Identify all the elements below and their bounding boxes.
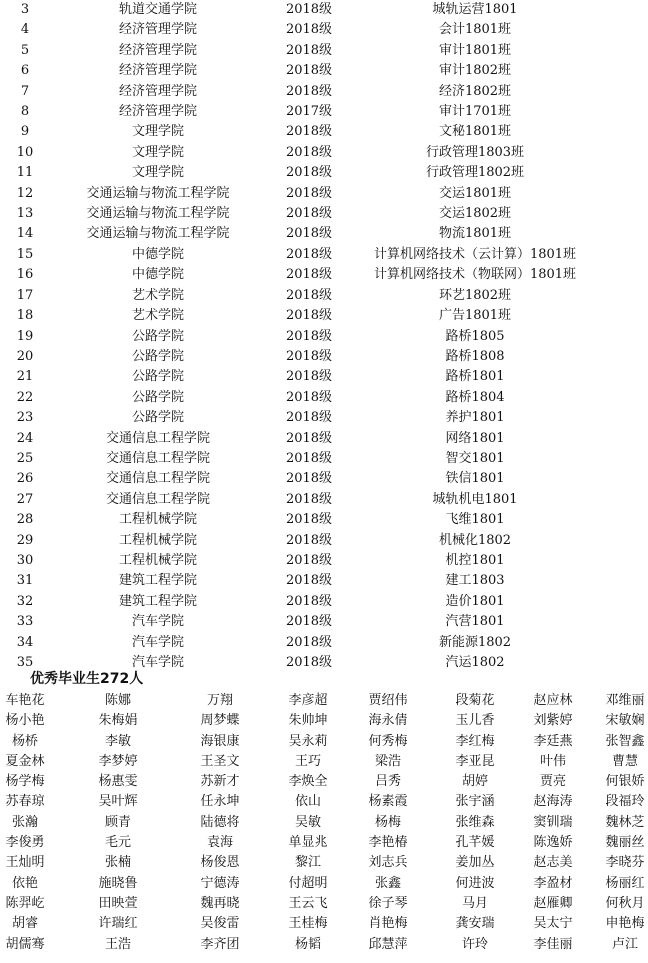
graduate-name: 曹慧 xyxy=(611,753,638,769)
grade: 2018级 xyxy=(285,450,333,466)
row-number: 10 xyxy=(16,144,34,160)
name-row xyxy=(0,772,648,792)
class-name: 铁信1801 xyxy=(445,471,505,487)
table-row xyxy=(0,531,648,551)
table-row xyxy=(0,245,648,265)
table-row xyxy=(0,490,648,510)
name-row xyxy=(0,813,648,833)
table-row xyxy=(0,102,648,122)
name-row xyxy=(0,874,648,894)
graduate-name: 杨小艳 xyxy=(5,713,45,729)
table-row xyxy=(0,122,648,142)
table-row xyxy=(0,571,648,591)
class-name: 交运1801班 xyxy=(438,185,512,201)
row-number: 17 xyxy=(16,287,34,303)
graduate-name: 吴叶辉 xyxy=(98,794,138,810)
graduate-name: 吴永莉 xyxy=(288,733,328,749)
graduate-name: 吴敏 xyxy=(294,814,321,830)
graduate-name: 肖艳梅 xyxy=(368,916,408,932)
grade: 2018级 xyxy=(285,206,333,222)
class-name: 养护1801 xyxy=(445,410,505,426)
graduate-name: 吴太宁 xyxy=(533,916,573,932)
row-number: 18 xyxy=(16,308,34,324)
graduate-name: 杨学梅 xyxy=(5,774,45,790)
graduate-name: 梁浩 xyxy=(374,753,401,769)
graduate-name: 王浩 xyxy=(104,936,131,952)
table-row xyxy=(0,633,648,653)
class-name: 物流1801班 xyxy=(438,226,512,242)
table-row xyxy=(0,82,648,102)
grade: 2018级 xyxy=(285,389,333,405)
graduate-name: 黎江 xyxy=(294,855,321,871)
college-name: 交通信息工程学院 xyxy=(105,430,210,446)
graduate-name: 依山 xyxy=(294,794,321,810)
table-row xyxy=(0,204,648,224)
table-row xyxy=(0,612,648,632)
class-name: 路桥1808 xyxy=(445,348,505,364)
graduate-name: 姜加丛 xyxy=(455,855,495,871)
grade: 2018级 xyxy=(285,246,333,262)
graduate-name: 周梦蝶 xyxy=(200,713,240,729)
graduate-name: 吕秀 xyxy=(374,774,401,790)
graduate-name: 李俊勇 xyxy=(5,835,45,851)
college-name: 轨道交通学院 xyxy=(118,2,197,17)
graduate-name: 段菊花 xyxy=(455,693,495,708)
college-name: 工程机械学院 xyxy=(118,532,197,548)
class-name: 路桥1804 xyxy=(445,389,505,405)
graduate-name: 苏新才 xyxy=(200,774,240,790)
table-row xyxy=(0,551,648,571)
row-number: 31 xyxy=(16,573,34,589)
grade: 2018级 xyxy=(285,124,333,140)
graduate-name: 刘紫婷 xyxy=(533,713,573,729)
grade: 2018级 xyxy=(285,2,333,17)
class-name: 智交1801 xyxy=(445,450,505,466)
graduate-name: 吴俊雷 xyxy=(200,916,240,932)
college-name: 汽车学院 xyxy=(131,655,184,670)
college-name: 汽车学院 xyxy=(131,634,184,650)
grade: 2018级 xyxy=(285,532,333,548)
table-row xyxy=(0,163,648,183)
graduate-name: 徐子琴 xyxy=(368,895,408,911)
class-name: 路桥1805 xyxy=(445,328,505,344)
grade: 2018级 xyxy=(285,573,333,589)
college-name: 工程机械学院 xyxy=(118,552,197,568)
grade: 2018级 xyxy=(285,308,333,324)
row-number: 29 xyxy=(16,532,34,548)
college-name: 经济管理学院 xyxy=(118,22,197,38)
grade: 2018级 xyxy=(285,22,333,38)
graduate-name: 李盈材 xyxy=(533,875,573,891)
grade: 2018级 xyxy=(285,369,333,385)
college-name: 艺术学院 xyxy=(131,287,184,303)
grade: 2018级 xyxy=(285,63,333,79)
graduate-name: 王巧 xyxy=(294,753,321,769)
graduate-name: 李齐团 xyxy=(200,936,240,952)
graduate-name: 魏丽丝 xyxy=(605,835,645,851)
graduate-name: 何秋月 xyxy=(605,895,645,911)
row-number: 5 xyxy=(20,42,30,58)
college-name: 公路学院 xyxy=(131,348,184,364)
row-number: 13 xyxy=(16,206,34,222)
graduate-name: 胡儒骞 xyxy=(5,936,45,952)
table-row xyxy=(0,510,648,530)
class-name: 行政管理1802班 xyxy=(425,165,525,181)
college-name: 经济管理学院 xyxy=(118,63,197,79)
college-name: 中德学院 xyxy=(131,267,184,283)
graduate-name: 顾青 xyxy=(104,814,131,830)
section-title: 优秀毕业生272人 xyxy=(30,671,144,687)
table-row xyxy=(0,327,648,347)
grade: 2018级 xyxy=(285,42,333,58)
table-row xyxy=(0,184,648,204)
table-row xyxy=(0,0,648,20)
graduate-name: 段福玲 xyxy=(605,794,645,810)
grade: 2018级 xyxy=(285,83,333,99)
class-name: 计算机网络技术（物联网）1801班 xyxy=(373,267,577,283)
graduate-name: 李焕全 xyxy=(288,774,328,790)
row-number: 16 xyxy=(16,267,34,283)
college-name: 交通信息工程学院 xyxy=(105,491,210,507)
table-row xyxy=(0,408,648,428)
row-number: 33 xyxy=(16,614,34,630)
grade: 2018级 xyxy=(285,471,333,487)
table-row xyxy=(0,429,648,449)
graduate-name: 李梦婷 xyxy=(98,753,138,769)
class-name: 机械化1802 xyxy=(438,532,512,548)
grade: 2018级 xyxy=(285,410,333,426)
college-name: 交通信息工程学院 xyxy=(105,471,210,487)
graduate-name: 宋敏娴 xyxy=(605,713,645,729)
row-number: 6 xyxy=(20,63,30,79)
grade: 2018级 xyxy=(285,491,333,507)
graduate-name: 陆德将 xyxy=(200,814,240,830)
grade: 2018级 xyxy=(285,348,333,364)
graduate-name: 许瑞红 xyxy=(98,916,138,932)
grade: 2018级 xyxy=(285,552,333,568)
row-number: 21 xyxy=(16,369,34,385)
name-row xyxy=(0,711,648,731)
graduate-name: 杨素霞 xyxy=(368,794,408,810)
graduate-name: 玉儿香 xyxy=(455,713,495,729)
college-name: 汽车学院 xyxy=(131,614,184,630)
graduate-name: 赵雁卿 xyxy=(533,895,573,911)
row-number: 32 xyxy=(16,593,34,609)
table-row xyxy=(0,367,648,387)
graduate-name: 王圣文 xyxy=(200,753,240,769)
name-row xyxy=(0,894,648,914)
college-name: 建筑工程学院 xyxy=(118,573,197,589)
class-name: 审计1701班 xyxy=(438,104,512,120)
graduate-name: 杨俊恩 xyxy=(200,855,240,871)
class-name: 计算机网络技术（云计算）1801班 xyxy=(373,246,577,262)
college-name: 经济管理学院 xyxy=(118,83,197,99)
row-number: 22 xyxy=(16,389,34,405)
graduate-name: 张智鑫 xyxy=(605,733,645,749)
graduate-name: 龚安瑞 xyxy=(455,916,495,932)
class-name: 城轨机电1801 xyxy=(432,491,518,507)
table-row xyxy=(0,592,648,612)
graduate-name: 李佳丽 xyxy=(533,936,573,952)
graduate-name: 陈羿屹 xyxy=(5,895,45,911)
row-number: 3 xyxy=(20,2,30,17)
graduate-name: 许玲 xyxy=(461,936,488,952)
graduate-name: 毛元 xyxy=(104,835,131,851)
row-number: 25 xyxy=(16,450,34,466)
college-name: 艺术学院 xyxy=(131,308,184,324)
row-number: 14 xyxy=(16,226,34,242)
class-name: 建工1803 xyxy=(445,573,505,589)
graduate-name: 杨桥 xyxy=(11,733,38,749)
table-row xyxy=(0,286,648,306)
graduate-name: 何秀梅 xyxy=(368,733,408,749)
class-name: 经济1802班 xyxy=(438,83,512,99)
row-number: 4 xyxy=(20,22,30,38)
class-name: 造价1801 xyxy=(445,593,505,609)
graduate-name: 何进波 xyxy=(455,875,495,891)
row-number: 20 xyxy=(16,348,34,364)
graduate-name: 马月 xyxy=(461,895,488,911)
graduate-name: 张楠 xyxy=(104,855,131,871)
graduate-name: 卢江 xyxy=(611,936,638,952)
row-number: 34 xyxy=(16,634,34,650)
row-number: 23 xyxy=(16,410,34,426)
row-number: 9 xyxy=(20,124,30,140)
college-name: 公路学院 xyxy=(131,410,184,426)
college-name: 工程机械学院 xyxy=(118,512,197,528)
row-number: 27 xyxy=(16,491,34,507)
graduate-name: 任永坤 xyxy=(200,794,240,810)
grade: 2018级 xyxy=(285,655,333,670)
graduate-name: 朱梅娟 xyxy=(98,713,138,729)
name-row xyxy=(0,691,648,711)
graduate-name: 李晓芬 xyxy=(605,855,645,871)
graduate-name: 车艳花 xyxy=(5,693,45,708)
graduate-name: 何银娇 xyxy=(605,774,645,790)
graduate-name: 魏再晓 xyxy=(200,895,240,911)
grade: 2017级 xyxy=(285,104,333,120)
college-name: 公路学院 xyxy=(131,369,184,385)
grade: 2018级 xyxy=(285,593,333,609)
graduate-name: 贾亮 xyxy=(539,774,566,790)
graduate-name: 万翔 xyxy=(206,693,233,708)
graduate-name: 张维森 xyxy=(455,814,495,830)
grade: 2018级 xyxy=(285,165,333,181)
grade: 2018级 xyxy=(285,634,333,650)
graduate-name: 杨惠雯 xyxy=(98,774,138,790)
class-name: 汽运1802 xyxy=(445,655,505,670)
row-number: 7 xyxy=(20,83,30,99)
graduate-name: 王灿明 xyxy=(5,855,45,871)
table-row xyxy=(0,347,648,367)
graduate-name: 杨韬 xyxy=(294,936,321,952)
graduate-name: 赵海涛 xyxy=(533,794,573,810)
graduate-name: 赵志美 xyxy=(533,855,573,871)
college-name: 经济管理学院 xyxy=(118,104,197,120)
graduate-name: 海银康 xyxy=(200,733,240,749)
graduate-name: 叶伟 xyxy=(539,753,566,769)
class-name: 行政管理1803班 xyxy=(425,144,525,160)
college-name: 建筑工程学院 xyxy=(118,593,197,609)
graduate-name: 杨梅 xyxy=(374,814,401,830)
graduate-name: 宁德涛 xyxy=(200,875,240,891)
class-name: 城轨运营1801 xyxy=(432,2,518,17)
graduate-name: 魏林芝 xyxy=(605,814,645,830)
graduate-name: 赵应林 xyxy=(533,693,573,708)
grade: 2018级 xyxy=(285,328,333,344)
table-row xyxy=(0,469,648,489)
name-row xyxy=(0,853,648,873)
college-name: 文理学院 xyxy=(131,144,184,160)
graduate-name: 袁海 xyxy=(206,835,233,851)
name-row xyxy=(0,914,648,934)
row-number: 15 xyxy=(16,246,34,262)
class-name: 新能源1802 xyxy=(438,634,512,650)
graduate-name: 邱慧萍 xyxy=(368,936,408,952)
row-number: 28 xyxy=(16,512,34,528)
graduate-name: 李廷燕 xyxy=(533,733,573,749)
graduate-name: 张宇涵 xyxy=(455,794,495,810)
college-name: 交通信息工程学院 xyxy=(105,450,210,466)
grade: 2018级 xyxy=(285,226,333,242)
graduate-name: 张鑫 xyxy=(374,875,401,891)
graduate-name: 施晓鲁 xyxy=(98,875,138,891)
row-number: 35 xyxy=(16,655,34,670)
table-row xyxy=(0,306,648,326)
row-number: 19 xyxy=(16,328,34,344)
row-number: 12 xyxy=(16,185,34,201)
name-row xyxy=(0,732,648,752)
class-name: 网络1801 xyxy=(445,430,505,446)
class-name: 汽营1801 xyxy=(445,614,505,630)
graduate-name: 刘志兵 xyxy=(368,855,408,871)
grade: 2018级 xyxy=(285,287,333,303)
table-row xyxy=(0,20,648,40)
graduate-name: 海永倩 xyxy=(368,713,408,729)
class-name: 广告1801班 xyxy=(438,308,512,324)
table-row xyxy=(0,143,648,163)
graduate-name: 李彦超 xyxy=(288,693,328,708)
name-row xyxy=(0,792,648,812)
class-name: 飞维1801 xyxy=(445,512,505,528)
class-name: 审计1802班 xyxy=(438,63,512,79)
row-number: 11 xyxy=(16,165,34,181)
graduate-name: 邓维丽 xyxy=(605,693,645,708)
graduate-name: 申艳梅 xyxy=(605,916,645,932)
graduate-name: 杨丽红 xyxy=(605,875,645,891)
graduate-name: 王桂梅 xyxy=(288,916,328,932)
class-name: 机控1801 xyxy=(445,552,505,568)
graduate-name: 陈逸娇 xyxy=(533,835,573,851)
graduate-name: 张瀚 xyxy=(11,814,38,830)
table-row xyxy=(0,61,648,81)
grade: 2018级 xyxy=(285,512,333,528)
grade: 2018级 xyxy=(285,614,333,630)
table-row xyxy=(0,41,648,61)
name-row xyxy=(0,752,648,772)
graduate-name: 窦钏瑞 xyxy=(533,814,573,830)
college-name: 公路学院 xyxy=(131,328,184,344)
table-row xyxy=(0,224,648,244)
college-name: 交通运输与物流工程学院 xyxy=(86,226,230,242)
college-name: 中德学院 xyxy=(131,246,184,262)
name-row xyxy=(0,833,648,853)
graduate-name: 付超明 xyxy=(288,875,328,891)
grade: 2018级 xyxy=(285,267,333,283)
graduate-name: 李亚昆 xyxy=(455,753,495,769)
college-name: 文理学院 xyxy=(131,124,184,140)
grade: 2018级 xyxy=(285,144,333,160)
graduate-name: 田映萱 xyxy=(98,895,138,911)
row-number: 8 xyxy=(20,104,30,120)
graduate-name: 李红梅 xyxy=(455,733,495,749)
name-row xyxy=(0,935,648,955)
grade: 2018级 xyxy=(285,430,333,446)
grade: 2018级 xyxy=(285,185,333,201)
graduate-name: 依艳 xyxy=(11,875,38,891)
graduate-name: 陈娜 xyxy=(104,693,131,708)
graduate-name: 孔芊媛 xyxy=(455,835,495,851)
graduate-name: 单显兆 xyxy=(288,835,328,851)
class-name: 交运1802班 xyxy=(438,206,512,222)
college-name: 文理学院 xyxy=(131,165,184,181)
class-name: 会计1801班 xyxy=(438,22,512,38)
class-name: 审计1801班 xyxy=(438,42,512,58)
graduate-name: 胡婷 xyxy=(461,774,488,790)
graduate-name: 夏金林 xyxy=(5,753,45,769)
college-name: 公路学院 xyxy=(131,389,184,405)
graduate-name-grid xyxy=(0,691,648,955)
table-row xyxy=(0,388,648,408)
college-name: 经济管理学院 xyxy=(118,42,197,58)
graduate-name: 贾绍伟 xyxy=(368,693,408,708)
graduate-name: 苏春琼 xyxy=(5,794,45,810)
row-number: 30 xyxy=(16,552,34,568)
college-name: 交通运输与物流工程学院 xyxy=(86,206,230,222)
class-name: 文秘1801班 xyxy=(438,124,512,140)
row-number: 24 xyxy=(16,430,34,446)
graduate-name: 王云飞 xyxy=(288,895,328,911)
graduate-name: 李敏 xyxy=(104,733,131,749)
table-row xyxy=(0,265,648,285)
graduate-name: 朱帅坤 xyxy=(288,713,328,729)
table-row xyxy=(0,449,648,469)
graduate-name: 胡睿 xyxy=(11,916,38,932)
class-name: 环艺1802班 xyxy=(438,287,512,303)
row-number: 26 xyxy=(16,471,34,487)
class-name: 路桥1801 xyxy=(445,369,505,385)
college-name: 交通运输与物流工程学院 xyxy=(86,185,230,201)
graduate-name: 李艳椿 xyxy=(368,835,408,851)
